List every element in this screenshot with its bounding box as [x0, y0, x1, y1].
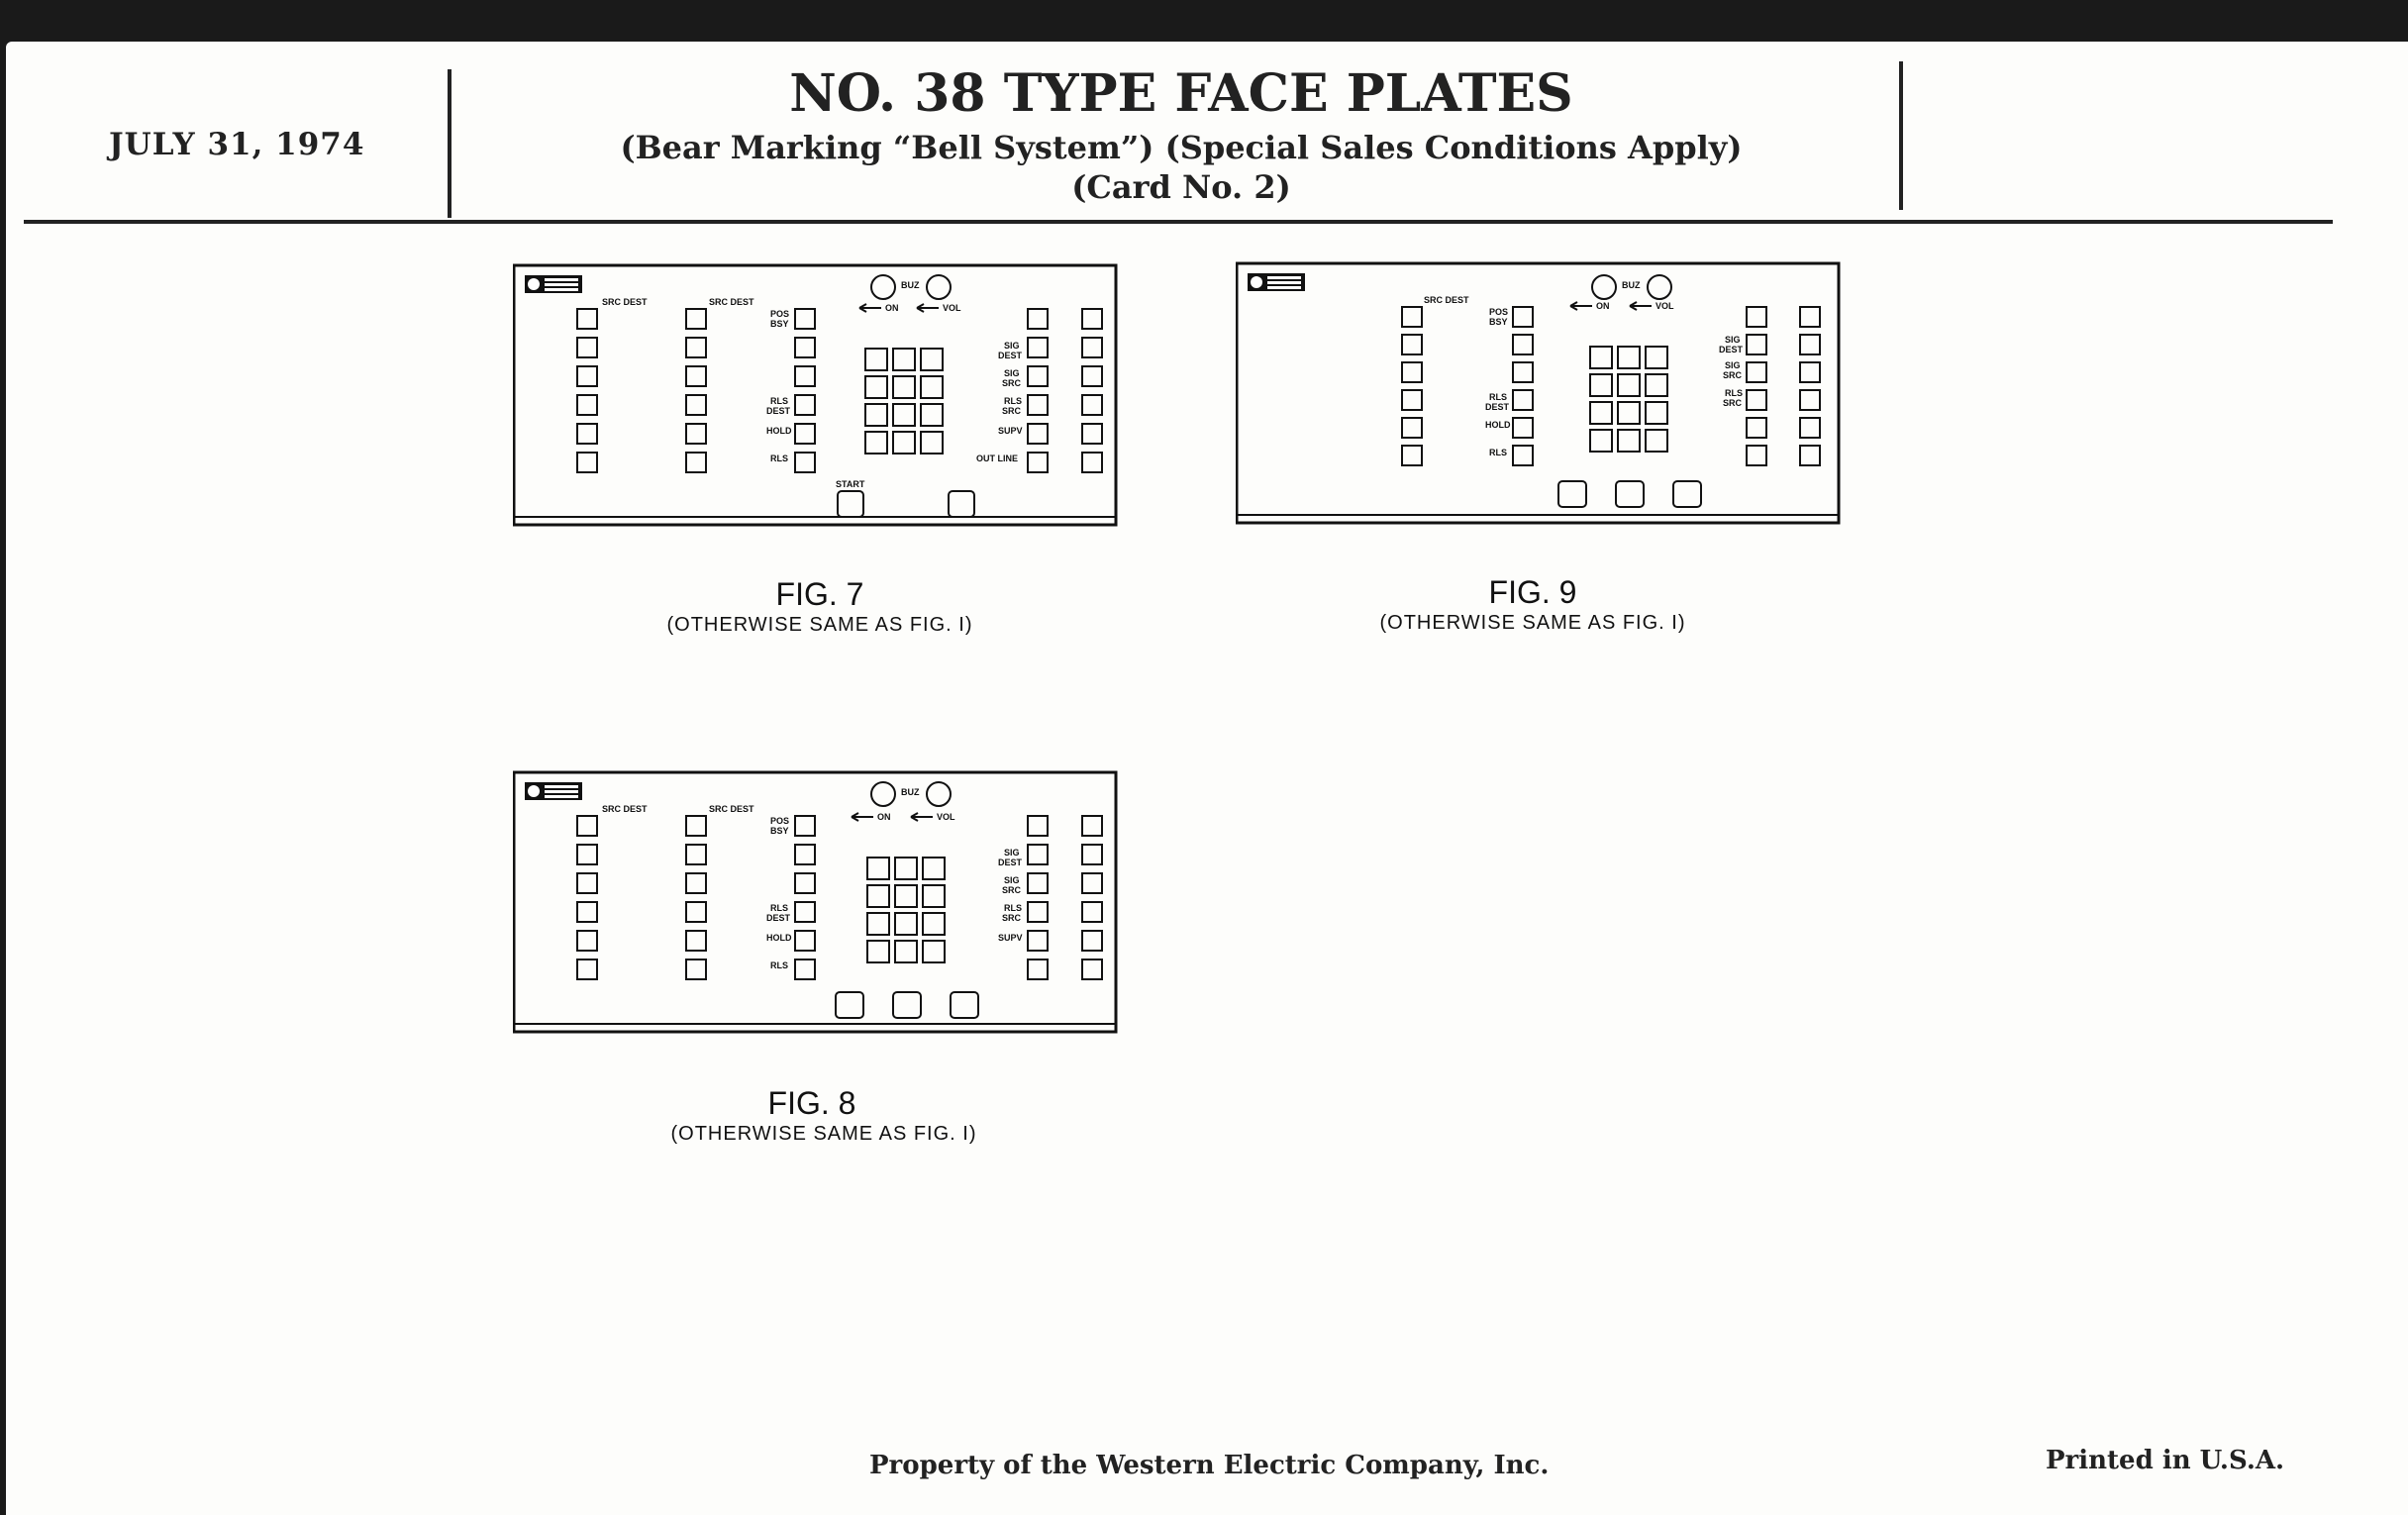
key — [836, 992, 863, 1018]
fig9-plate-drawing — [1236, 261, 1842, 535]
key-square — [1082, 453, 1102, 472]
key-square — [577, 845, 597, 864]
key-square — [921, 376, 943, 398]
key-column — [686, 816, 706, 979]
label-buz: BUZ — [901, 280, 920, 290]
key-square — [867, 913, 889, 935]
key-square — [1646, 430, 1667, 452]
key-square — [686, 395, 706, 415]
label-dest-2: DEST — [998, 351, 1023, 360]
key-square — [1618, 374, 1640, 396]
key-square — [577, 309, 597, 329]
key — [893, 992, 921, 1018]
label-hold: HOLD — [766, 426, 792, 436]
key-square — [893, 349, 915, 370]
key-square — [577, 931, 597, 951]
key-square — [795, 931, 815, 951]
key-column — [795, 816, 815, 979]
key-square — [865, 376, 887, 398]
fig8-plate-drawing — [513, 770, 1119, 1044]
key-square — [1513, 446, 1533, 465]
label-rls-2: RLS — [1489, 448, 1507, 457]
key-square — [577, 453, 597, 472]
key-square — [893, 404, 915, 426]
key-square — [1513, 335, 1533, 354]
buzzer-on-knob — [1592, 275, 1616, 299]
key-column — [795, 309, 815, 472]
key-square — [867, 858, 889, 879]
key-square — [867, 885, 889, 907]
key-square — [577, 338, 597, 357]
label-src-2: SRC — [1723, 398, 1743, 408]
label-bsy: BSY — [770, 319, 789, 329]
label-rls: RLS — [770, 903, 788, 913]
key-square — [795, 873, 815, 893]
key-square — [1028, 309, 1048, 329]
key-square — [1513, 307, 1533, 327]
key-square — [1402, 446, 1422, 465]
key-square — [1646, 347, 1667, 368]
key-column — [1082, 309, 1102, 472]
label-bsy: BSY — [770, 826, 789, 836]
key-square — [895, 913, 917, 935]
label-dest-2: DEST — [1719, 345, 1744, 354]
label-rls-3: RLS — [1004, 903, 1022, 913]
key-column — [1028, 309, 1048, 472]
label-start: START — [836, 479, 865, 489]
key-square — [1800, 307, 1820, 327]
key-square — [795, 424, 815, 444]
key-square — [1082, 309, 1102, 329]
key-column — [1513, 307, 1533, 465]
key-square — [686, 931, 706, 951]
label-sig: SIG — [1004, 848, 1020, 858]
figure-8-face-plate — [513, 770, 1119, 1044]
fig9-title: FIG. 9 — [1488, 574, 1577, 610]
key-square — [1402, 362, 1422, 382]
key-square — [923, 885, 945, 907]
key — [1616, 481, 1644, 507]
key-square — [1028, 338, 1048, 357]
header-rule — [24, 220, 2333, 224]
label-dest: DEST — [1485, 402, 1510, 412]
key-square — [1800, 390, 1820, 410]
key-square — [1082, 960, 1102, 979]
key-square — [923, 941, 945, 962]
label-src-dest-1: SRC DEST — [602, 804, 648, 814]
label-buz: BUZ — [1622, 280, 1641, 290]
key-square — [1082, 338, 1102, 357]
key-square — [1590, 347, 1612, 368]
card-title: NO. 38 TYPE FACE PLATES — [789, 63, 1573, 124]
label-rls-3: RLS — [1725, 388, 1743, 398]
key-square — [1028, 424, 1048, 444]
label-pos: POS — [770, 309, 790, 319]
key-square — [1800, 335, 1820, 354]
fig7-title: FIG. 7 — [775, 576, 864, 612]
key-square — [923, 858, 945, 879]
bell-logo-icon — [525, 782, 582, 800]
label-sig: SIG — [1004, 341, 1020, 351]
label-src: SRC — [1723, 370, 1743, 380]
key — [951, 992, 978, 1018]
label-src-dest-1: SRC DEST — [602, 297, 648, 307]
card-subtitle: (Bear Marking “Bell System”) (Special Sales Conditions Apply) — [620, 129, 1743, 166]
key-square — [865, 349, 887, 370]
buzzer-vol-knob — [1648, 275, 1671, 299]
key-square — [1082, 424, 1102, 444]
label-vol: VOL — [937, 812, 955, 822]
key-square — [795, 366, 815, 386]
footer-printed: Printed in U.S.A. — [2046, 1446, 2285, 1475]
key-square — [893, 376, 915, 398]
fig7-plate-drawing — [513, 263, 1119, 537]
key-square — [1646, 402, 1667, 424]
key-square — [1618, 402, 1640, 424]
key-square — [1402, 307, 1422, 327]
key-square — [1402, 335, 1422, 354]
label-bsy: BSY — [1489, 317, 1508, 327]
label-rls: RLS — [770, 396, 788, 406]
key-square — [1028, 816, 1048, 836]
label-pos: POS — [1489, 307, 1509, 317]
key-square — [795, 453, 815, 472]
reference-card — [6, 42, 2408, 1515]
buzzer-on-knob — [871, 275, 895, 299]
key-square — [795, 309, 815, 329]
key-square — [1402, 390, 1422, 410]
label-sig: SIG — [1725, 335, 1741, 345]
label-supv: SUPV — [998, 933, 1023, 943]
key-grid — [1590, 347, 1667, 452]
label-src: SRC — [1002, 378, 1022, 388]
label-dest-2: DEST — [998, 858, 1023, 867]
label-src-dest: SRC DEST — [1424, 295, 1469, 305]
key-square — [577, 902, 597, 922]
label-rls-3: RLS — [1004, 396, 1022, 406]
start-key — [838, 491, 863, 517]
key-square — [865, 432, 887, 454]
key-grid — [867, 858, 945, 962]
label-rls: RLS — [1489, 392, 1507, 402]
key-square — [865, 404, 887, 426]
key-square — [1747, 418, 1766, 438]
key-square — [1513, 362, 1533, 382]
key-square — [1747, 307, 1766, 327]
key-square — [895, 941, 917, 962]
key-square — [1590, 430, 1612, 452]
key-column — [577, 309, 597, 472]
key-square — [1028, 395, 1048, 415]
key-square — [1028, 873, 1048, 893]
label-hold: HOLD — [766, 933, 792, 943]
key-square — [1082, 816, 1102, 836]
arrow-left-icon — [859, 304, 881, 312]
figure-9-face-plate — [1236, 261, 1842, 535]
label-vol: VOL — [943, 303, 961, 313]
key-square — [686, 873, 706, 893]
key-column — [1800, 307, 1820, 465]
key-square — [577, 424, 597, 444]
key-square — [686, 424, 706, 444]
key-square — [1747, 335, 1766, 354]
fig7-note: (OTHERWISE SAME AS FIG. I) — [666, 614, 973, 636]
key-column — [577, 816, 597, 979]
key-square — [1082, 902, 1102, 922]
arrow-left-icon — [852, 813, 873, 821]
key-square — [795, 845, 815, 864]
key-square — [1747, 390, 1766, 410]
bell-logo-icon — [525, 275, 582, 293]
key-square — [1028, 366, 1048, 386]
key-square — [1082, 873, 1102, 893]
key-column — [1402, 307, 1422, 465]
key-square — [1618, 347, 1640, 368]
key-grid — [865, 349, 943, 454]
key-square — [577, 873, 597, 893]
key-square — [1028, 931, 1048, 951]
key-square — [795, 960, 815, 979]
key-square — [1082, 845, 1102, 864]
buzzer-vol-knob — [927, 275, 951, 299]
label-on: ON — [1596, 301, 1610, 311]
key-square — [686, 902, 706, 922]
key — [1558, 481, 1586, 507]
header-divider-right — [1899, 61, 1903, 210]
label-src: SRC — [1002, 885, 1022, 895]
key-square — [1747, 446, 1766, 465]
label-pos: POS — [770, 816, 790, 826]
label-dest: DEST — [766, 406, 791, 416]
key-square — [1618, 430, 1640, 452]
label-src-dest-2: SRC DEST — [709, 804, 754, 814]
label-src-dest-2: SRC DEST — [709, 297, 754, 307]
key-square — [1646, 374, 1667, 396]
label-vol: VOL — [1656, 301, 1674, 311]
label-dest: DEST — [766, 913, 791, 923]
key-square — [921, 432, 943, 454]
key-square — [577, 395, 597, 415]
key-square — [921, 349, 943, 370]
label-sig-2: SIG — [1725, 360, 1741, 370]
key-square — [1800, 362, 1820, 382]
key-square — [893, 432, 915, 454]
arrow-left-icon — [1630, 302, 1652, 310]
key-square — [795, 338, 815, 357]
footer-property: Property of the Western Electric Company, Inc. — [869, 1451, 1550, 1480]
label-out-line: OUT LINE — [976, 454, 1018, 463]
figure-7-face-plate — [513, 263, 1119, 537]
key-square — [795, 902, 815, 922]
key-column — [1082, 816, 1102, 979]
key-square — [686, 816, 706, 836]
fig8-title: FIG. 8 — [767, 1085, 856, 1121]
key-square — [686, 309, 706, 329]
key-column — [686, 309, 706, 472]
label-src-2: SRC — [1002, 913, 1022, 923]
key-square — [686, 960, 706, 979]
key-square — [1590, 374, 1612, 396]
arrow-left-icon — [1570, 302, 1592, 310]
key-square — [795, 395, 815, 415]
card-date: JULY 31, 1974 — [109, 127, 365, 162]
key-square — [1513, 418, 1533, 438]
key-square — [1028, 902, 1048, 922]
key-square — [577, 816, 597, 836]
key-square — [895, 858, 917, 879]
arrow-left-icon — [911, 813, 933, 821]
key-square — [923, 913, 945, 935]
label-on: ON — [877, 812, 891, 822]
label-supv: SUPV — [998, 426, 1023, 436]
buzzer-on-knob — [871, 782, 895, 806]
bell-logo-icon — [1248, 273, 1305, 291]
key-square — [1513, 390, 1533, 410]
label-src-2: SRC — [1002, 406, 1022, 416]
buzzer-vol-knob — [927, 782, 951, 806]
key-square — [577, 960, 597, 979]
key-square — [1028, 960, 1048, 979]
key-square — [795, 816, 815, 836]
label-hold: HOLD — [1485, 420, 1511, 430]
key-square — [1800, 418, 1820, 438]
label-on: ON — [885, 303, 899, 313]
label-sig-2: SIG — [1004, 368, 1020, 378]
label-rls-2: RLS — [770, 960, 788, 970]
fig9-note: (OTHERWISE SAME AS FIG. I) — [1379, 612, 1686, 634]
key-square — [921, 404, 943, 426]
key-square — [1800, 446, 1820, 465]
key-square — [686, 366, 706, 386]
key-square — [1402, 418, 1422, 438]
key — [1673, 481, 1701, 507]
key-square — [1028, 453, 1048, 472]
key-square — [1590, 402, 1612, 424]
key-square — [1028, 845, 1048, 864]
label-buz: BUZ — [901, 787, 920, 797]
key-square — [867, 941, 889, 962]
card-number: (Card No. 2) — [1071, 168, 1291, 206]
key-column — [1028, 816, 1048, 979]
key — [949, 491, 974, 517]
key-square — [686, 338, 706, 357]
key-square — [577, 366, 597, 386]
key-square — [1082, 366, 1102, 386]
key-square — [1082, 395, 1102, 415]
label-rls-2: RLS — [770, 454, 788, 463]
key-square — [686, 453, 706, 472]
key-square — [895, 885, 917, 907]
key-square — [1082, 931, 1102, 951]
key-column — [1747, 307, 1766, 465]
key-square — [1747, 362, 1766, 382]
key-square — [686, 845, 706, 864]
label-sig-2: SIG — [1004, 875, 1020, 885]
arrow-left-icon — [917, 304, 939, 312]
fig8-note: (OTHERWISE SAME AS FIG. I) — [670, 1123, 977, 1145]
